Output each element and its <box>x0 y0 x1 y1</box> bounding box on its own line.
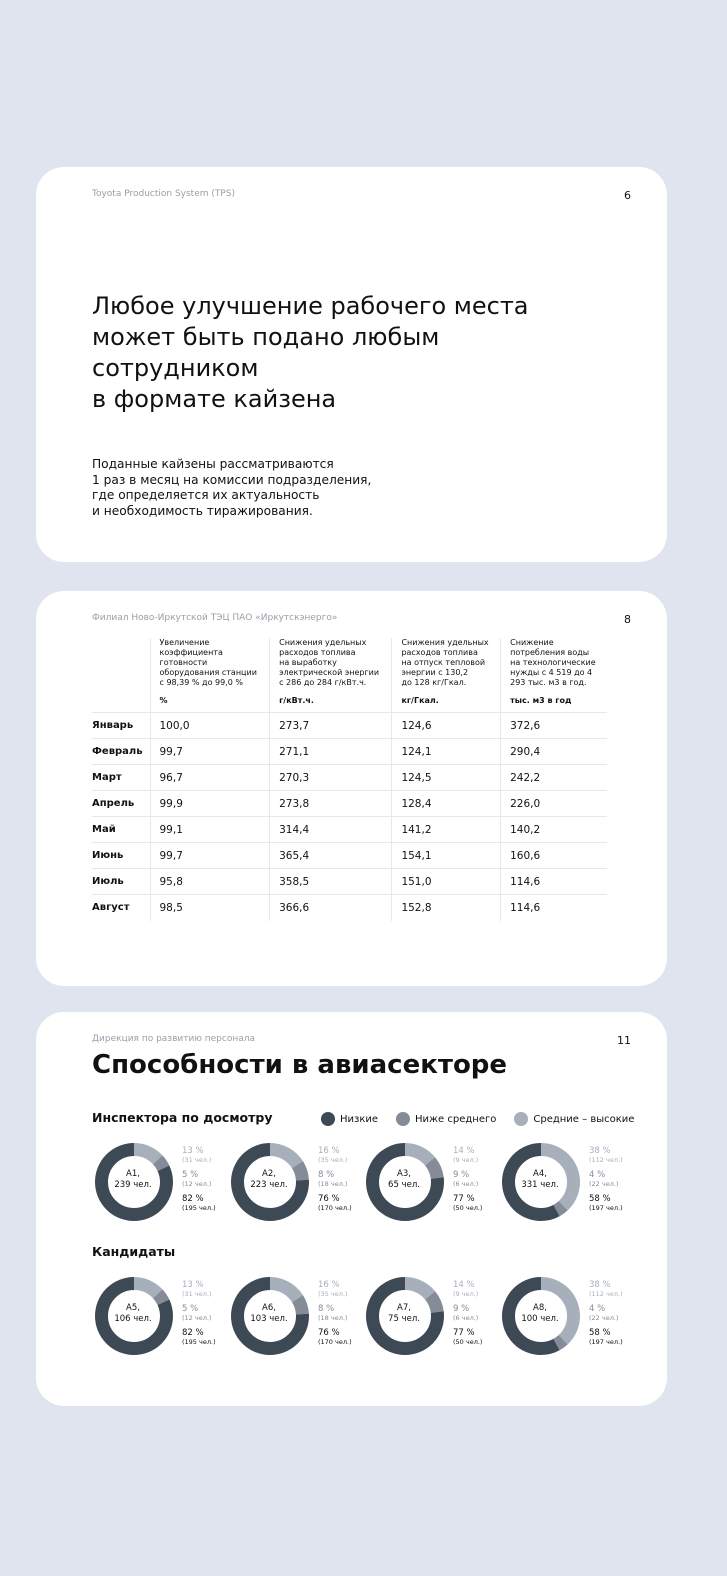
table-row <box>92 765 607 791</box>
donut-chart <box>228 1274 363 1364</box>
slide-card-tec-table <box>36 591 667 986</box>
table-row <box>92 713 607 739</box>
paragraph-line: Поданные кайзены рассматриваются <box>92 457 334 471</box>
table-cell: 151,0 <box>392 869 501 895</box>
stat-below-average: 5 % (12 чел.) <box>182 1304 212 1322</box>
table-cell: 290,4 <box>501 739 607 765</box>
stat-low: 77 % (50 чел.) <box>453 1194 483 1212</box>
table-cell: 128,4 <box>392 791 501 817</box>
table-cell: 314,4 <box>270 817 392 843</box>
paragraph-line: и необходимость тиражирования. <box>92 503 313 518</box>
slide-card-aviation <box>36 1012 667 1406</box>
stat-low: 76 % (170 чел.) <box>318 1194 352 1212</box>
legend-item-low: Низкие <box>321 1112 378 1126</box>
column-unit: % <box>159 696 168 705</box>
column-header: Снижения удельных расходов топлива на выработку электрической энергии с 286 до 284 г/кВт.ч. г/кВт.ч. <box>270 638 392 713</box>
headline-line: Любое улучшение рабочего места <box>92 292 529 320</box>
table-cell: 124,6 <box>392 713 501 739</box>
headline-line: может быть подано любым сотрудником <box>92 323 440 382</box>
table-corner <box>92 638 150 713</box>
stat-mid-high: 38 % (112 чел.) <box>589 1146 623 1164</box>
page-number: 6 <box>624 189 631 202</box>
column-header: Снижения удельных расходов топлива на отпуск тепловой энергии с 130,2 до 128 кг/Гкал. кг/Гкал. <box>392 638 501 713</box>
table-cell: 124,5 <box>392 765 501 791</box>
table-cell: 273,7 <box>270 713 392 739</box>
donut-center-label: А3, 65 чел. <box>388 1169 420 1190</box>
donut-center-label: А4, 331 чел. <box>521 1169 559 1190</box>
donut-chart <box>228 1140 363 1230</box>
table-cell: 372,6 <box>501 713 607 739</box>
table-cell: 98,5 <box>150 895 270 921</box>
table-cell: 95,8 <box>150 869 270 895</box>
stat-below-average: 8 % (18 чел.) <box>318 1170 348 1188</box>
table-cell: 141,2 <box>392 817 501 843</box>
donut-chart <box>363 1274 498 1364</box>
slide-headline <box>92 291 612 415</box>
table-row <box>92 869 607 895</box>
column-header: Снижение потребления воды на технологические нужды с 4 519 до 4 293 тыс. м3 в год. тыс. м3 в год <box>501 638 607 713</box>
table-cell: 124,1 <box>392 739 501 765</box>
stat-low: 58 % (197 чел.) <box>589 1194 623 1212</box>
column-unit: г/кВт.ч. <box>279 696 314 705</box>
table-cell: 154,1 <box>392 843 501 869</box>
stat-mid-high: 13 % (31 чел.) <box>182 1280 212 1298</box>
chart-legend <box>321 1112 634 1126</box>
table-cell: 96,7 <box>150 765 270 791</box>
row-month: Май <box>92 817 150 843</box>
headline-line: в формате кайзена <box>92 385 337 413</box>
table-cell: 358,5 <box>270 869 392 895</box>
row-month: Август <box>92 895 150 921</box>
slide-title: Способности в авиасекторе <box>92 1050 508 1080</box>
stat-mid-high: 13 % (31 чел.) <box>182 1146 212 1164</box>
table-cell: 271,1 <box>270 739 392 765</box>
table-cell: 242,2 <box>501 765 607 791</box>
table-cell: 99,9 <box>150 791 270 817</box>
table-cell: 270,3 <box>270 765 392 791</box>
table-cell: 114,6 <box>501 869 607 895</box>
row-month: Июль <box>92 869 150 895</box>
row-month: Февраль <box>92 739 150 765</box>
stat-mid-high: 38 % (112 чел.) <box>589 1280 623 1298</box>
stat-low: 82 % (195 чел.) <box>182 1328 216 1346</box>
table-row <box>92 791 607 817</box>
table-row <box>92 895 607 921</box>
slide-source: Toyota Production System (TPS) <box>92 189 236 199</box>
row-month: Апрель <box>92 791 150 817</box>
table-cell: 273,8 <box>270 791 392 817</box>
monthly-metrics-table <box>92 638 607 921</box>
row-month: Январь <box>92 713 150 739</box>
table-cell: 160,6 <box>501 843 607 869</box>
legend-item-mid-high: Средние – высокие <box>514 1112 634 1126</box>
donut-chart <box>499 1274 634 1364</box>
stat-low: 58 % (197 чел.) <box>589 1328 623 1346</box>
table-cell: 99,1 <box>150 817 270 843</box>
table-cell: 152,8 <box>392 895 501 921</box>
donut-center-label: А6, 103 чел. <box>250 1303 288 1324</box>
table-cell: 114,6 <box>501 895 607 921</box>
donut-chart <box>363 1140 498 1230</box>
stat-low: 82 % (195 чел.) <box>182 1194 216 1212</box>
row-month: Июнь <box>92 843 150 869</box>
stat-mid-high: 14 % (9 чел.) <box>453 1146 479 1164</box>
legend-item-below-average: Ниже среднего <box>396 1112 496 1126</box>
row-month: Март <box>92 765 150 791</box>
section-title-inspectors: Инспектора по досмотру <box>92 1110 273 1125</box>
donut-chart <box>499 1140 634 1230</box>
donut-center-label: А2, 223 чел. <box>250 1169 288 1190</box>
donut-chart <box>92 1274 227 1364</box>
column-header: Увеличение коэффициента готовности оборудования станции с 98,39 % до 99,0 % % <box>150 638 270 713</box>
table-row <box>92 843 607 869</box>
page-number: 8 <box>624 613 631 626</box>
stat-below-average: 9 % (6 чел.) <box>453 1170 479 1188</box>
paragraph-line: 1 раз в месяц на комиссии подразделения, <box>92 472 372 487</box>
donut-center-label: А8, 100 чел. <box>521 1303 559 1324</box>
stat-mid-high: 14 % (9 чел.) <box>453 1280 479 1298</box>
table-cell: 140,2 <box>501 817 607 843</box>
stat-below-average: 5 % (12 чел.) <box>182 1170 212 1188</box>
table-row <box>92 817 607 843</box>
page-number: 11 <box>617 1034 631 1047</box>
slide-paragraph <box>92 457 392 519</box>
donut-chart <box>92 1140 227 1230</box>
stat-below-average: 4 % (22 чел.) <box>589 1170 619 1188</box>
donut-center-label: А5, 106 чел. <box>114 1303 152 1324</box>
stat-below-average: 9 % (6 чел.) <box>453 1304 479 1322</box>
table-row <box>92 739 607 765</box>
donut-center-label: А1, 239 чел. <box>114 1169 152 1190</box>
stat-mid-high: 16 % (35 чел.) <box>318 1280 348 1298</box>
column-unit: тыс. м3 в год <box>510 696 572 705</box>
section-title-candidates: Кандидаты <box>92 1244 176 1259</box>
table-cell: 226,0 <box>501 791 607 817</box>
stat-low: 77 % (50 чел.) <box>453 1328 483 1346</box>
table-cell: 99,7 <box>150 843 270 869</box>
stat-low: 76 % (170 чел.) <box>318 1328 352 1346</box>
slide-card-tps <box>36 167 667 562</box>
stat-below-average: 4 % (22 чел.) <box>589 1304 619 1322</box>
column-unit: кг/Гкал. <box>401 696 439 705</box>
table-cell: 365,4 <box>270 843 392 869</box>
table-cell: 366,6 <box>270 895 392 921</box>
stat-below-average: 8 % (18 чел.) <box>318 1304 348 1322</box>
donut-center-label: А7, 75 чел. <box>388 1303 420 1324</box>
stat-mid-high: 16 % (35 чел.) <box>318 1146 348 1164</box>
slide-source: Дирекция по развитию персонала <box>92 1034 256 1044</box>
table-cell: 100,0 <box>150 713 270 739</box>
paragraph-line: где определяется их актуальность <box>92 488 320 502</box>
table-cell: 99,7 <box>150 739 270 765</box>
slide-source: Филиал Ново-Иркутской ТЭЦ ПАО «Иркутскэнерго» <box>92 613 338 623</box>
